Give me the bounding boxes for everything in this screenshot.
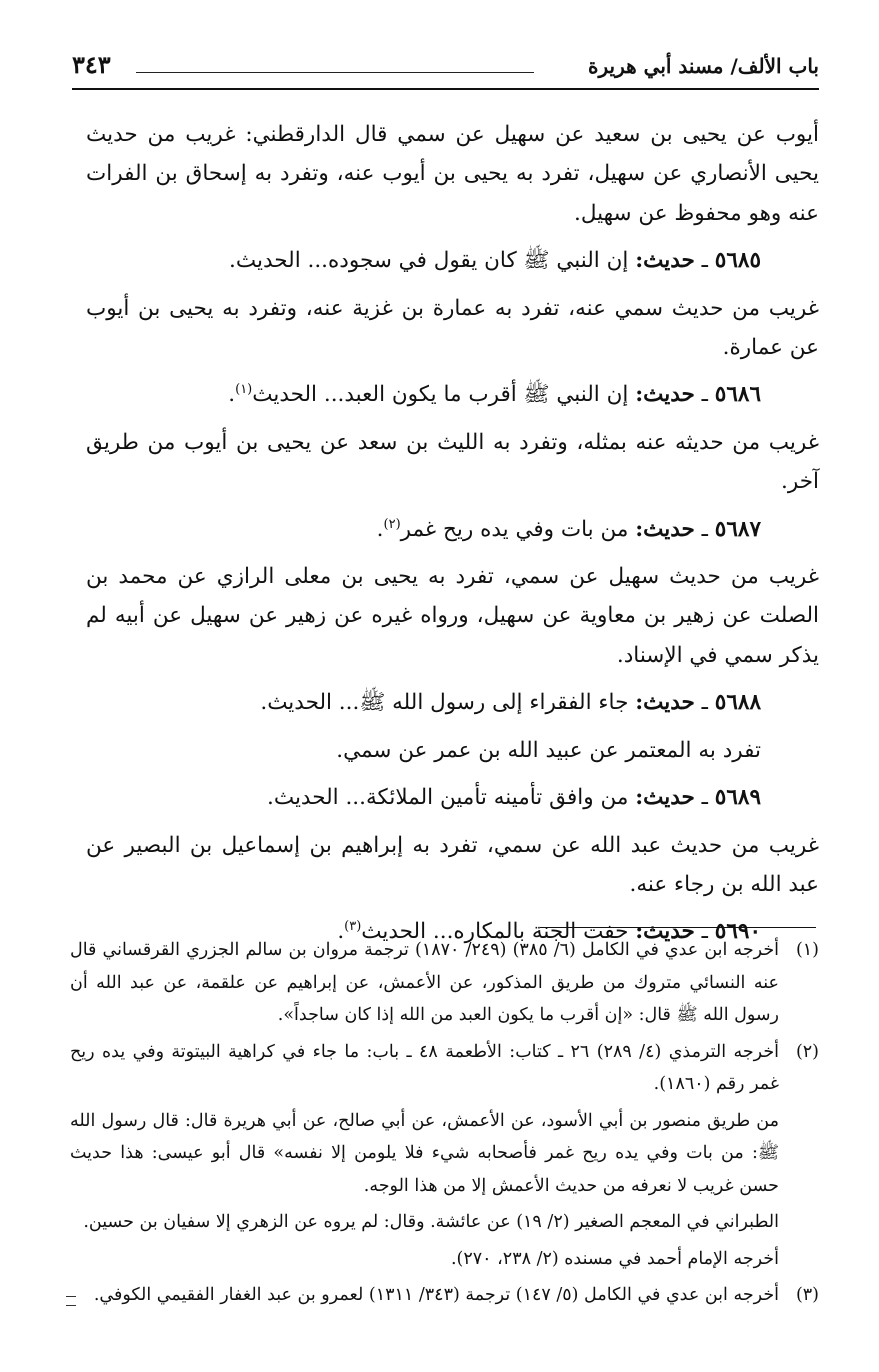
footnote-text: من طريق منصور بن أبي الأسود، عن الأعمش، عن أبي صالح، عن أبي هريرة قال: قال رسول الله ﷺ: من بات وفي يده ريح غمر فأصحابه شيء فلا يلومن إلا نفسه» قال أبو عيسى: هذا حديث حسن غريب لا نعرفه من حديث الأعمش إلا من هذا الوجه. xyxy=(70,1110,779,1196)
hadith-label: حديث: xyxy=(635,785,695,811)
footnote-1 xyxy=(70,934,819,1032)
footnote-text: أخرجه الترمذي (٤/ ٢٨٩) ٢٦ ـ كتاب: الأطعمة ٤٨ ـ باب: ما جاء في كراهية البيتوتة وفي يده ريح غمر رقم (١٨٦٠). xyxy=(70,1041,780,1094)
footnote-mark: (٣) xyxy=(795,1285,819,1305)
footnote-ref[interactable]: (٢) xyxy=(383,516,401,532)
paragraph-text: غريب من حديث عبد الله عن سمي، تفرد به إبراهيم بن إسماعيل بن البصير عن عبد الله بن رجاء عنه. xyxy=(86,832,819,897)
footnote-separator xyxy=(540,927,816,928)
hadith-number: ٥٦٨٩ xyxy=(714,785,761,811)
footnotes xyxy=(70,934,819,1316)
footnote-ref[interactable]: (٣) xyxy=(344,919,362,935)
footnote-2-continued xyxy=(70,1243,819,1276)
hadith-number: ٥٦٩٠ xyxy=(714,919,761,945)
paragraph xyxy=(86,731,819,770)
hadith-entry: ٥٦٨٥ ـ حديث: إن النبي ﷺ كان يقول في سجوده... الحديث. xyxy=(229,248,761,274)
paragraph xyxy=(86,423,819,502)
paragraph xyxy=(86,289,819,368)
paragraph-text: غريب من حديث سهيل عن سمي، تفرد به يحيى بن معلى الرازي عن محمد بن الصلت عن زهير بن معاوية عن سهيل، ورواه غيره عن زهير عن سهيل عن أبيه لم يذكر سمي في الإسناد. xyxy=(86,564,819,668)
hadith-text: إن النبي ﷺ أقرب ما يكون العبد... الحديث xyxy=(252,382,629,408)
footnote-3 xyxy=(70,1279,819,1312)
hadith-text: من وافق تأمينه تأمين الملائكة... الحديث. xyxy=(267,785,629,811)
hadith-label: حديث: xyxy=(635,248,695,274)
paragraph xyxy=(86,826,819,905)
header-dash-line xyxy=(136,72,534,73)
footnote-text: أخرجه ابن عدي في الكامل (٥/ ١٤٧) ترجمة (٣٤٣/ ١٣١١) لعمرو بن عبد الغفار الفقيمي الكوفي. xyxy=(93,1285,779,1305)
hadith-entry: ٥٦٨٦ ـ حديث: إن النبي ﷺ أقرب ما يكون العبد... الحديث$^{(١)}$. xyxy=(228,382,761,408)
hadith-text: جاء الفقراء إلى رسول الله ﷺ... الحديث. xyxy=(260,690,629,716)
hadith-number: ٥٦٨٦ xyxy=(714,382,761,408)
hadith-number: ٥٦٨٨ xyxy=(714,690,761,716)
hadith-entry: ٥٦٨٨ ـ حديث: جاء الفقراء إلى رسول الله ﷺ... الحديث. xyxy=(260,690,761,716)
hadith-label: حديث: xyxy=(635,516,695,542)
footnote-ref[interactable]: (١) xyxy=(235,382,253,398)
footnote-2 xyxy=(70,1036,819,1101)
header-rule xyxy=(72,88,819,90)
page-end-mark xyxy=(66,1296,76,1306)
footnote-text: الطبراني في المعجم الصغير (٢/ ١٩) عن عائشة. وقال: لم يروه عن الزهري إلا سفيان بن حسين. xyxy=(83,1212,779,1232)
hadith-text: إن النبي ﷺ كان يقول في سجوده... الحديث. xyxy=(229,248,629,274)
hadith-label: حديث: xyxy=(635,919,695,945)
hadith-entry: ٥٦٨٧ ـ حديث: من بات وفي يده ريح غمر$^{(٢)}$. xyxy=(376,516,761,542)
page-number: ٣٤٣ xyxy=(72,50,111,79)
footnote-mark: (١) xyxy=(795,940,819,960)
header-title: باب الألف/ مسند أبي هريرة xyxy=(588,54,819,78)
hadith-number: ٥٦٨٧ xyxy=(714,516,761,542)
hadith-number: ٥٦٨٥ xyxy=(714,248,761,274)
hadith-entry: ٥٦٨٩ ـ حديث: من وافق تأمينه تأمين الملائكة... الحديث. xyxy=(267,785,761,811)
footnote-2-continued xyxy=(70,1105,819,1203)
paragraph-text: تفرد به المعتمر عن عبيد الله بن عمر عن سمي. xyxy=(336,737,761,763)
hadith-entry: ٥٦٩٠ ـ حديث: حفت الجنة بالمكاره... الحديث$^{(٣)}$. xyxy=(337,919,761,945)
footnote-text: أخرجه ابن عدي في الكامل (٦/ ٣٨٥) (٢٤٩/ ١٨٧٠) ترجمة مروان بن سالم الجزري القرقساني قال عنه النسائي متروك من طريق المذكور، عن الأعمش، عن إبراهيم عن علقمة، عن عبد الله أن رسول الله ﷺ قال: «إن أقرب ما يكون العبد من الله إذا كان ساجداً». xyxy=(70,940,780,1025)
paragraph xyxy=(86,557,819,675)
footnote-mark: (٢) xyxy=(795,1041,819,1062)
hadith-label: حديث: xyxy=(635,690,695,716)
paragraph-text: غريب من حديثه عنه بمثله، وتفرد به الليث بن سعد عن يحيى بن أيوب من طريق آخر. xyxy=(86,429,819,495)
hadith-label: حديث: xyxy=(635,382,695,408)
paragraph-text: غريب من حديث سمي عنه، تفرد به عمارة بن غزية عنه، وتفرد به يحيى بن أيوب عن عمارة. xyxy=(86,295,819,361)
footnote-text: أخرجه الإمام أحمد في مسنده (٢/ ٢٣٨، ٢٧٠). xyxy=(450,1248,779,1269)
main-text xyxy=(86,115,819,952)
running-header xyxy=(72,44,819,90)
hadith-text: حفت الجنة بالمكاره... الحديث xyxy=(361,919,629,945)
hadith-text: من بات وفي يده ريح غمر xyxy=(400,516,629,542)
footnote-2-continued xyxy=(70,1206,819,1239)
paragraph xyxy=(86,115,819,233)
paragraph-text: أيوب عن يحيى بن سعيد عن سهيل عن سمي قال الدارقطني: غريب من حديث يحيى الأنصاري عن سهيل، تفرد به يحيى بن أيوب عنه، وتفرد به إسحاق بن الفرات عنه وهو محفوظ عن سهيل. xyxy=(86,122,819,226)
